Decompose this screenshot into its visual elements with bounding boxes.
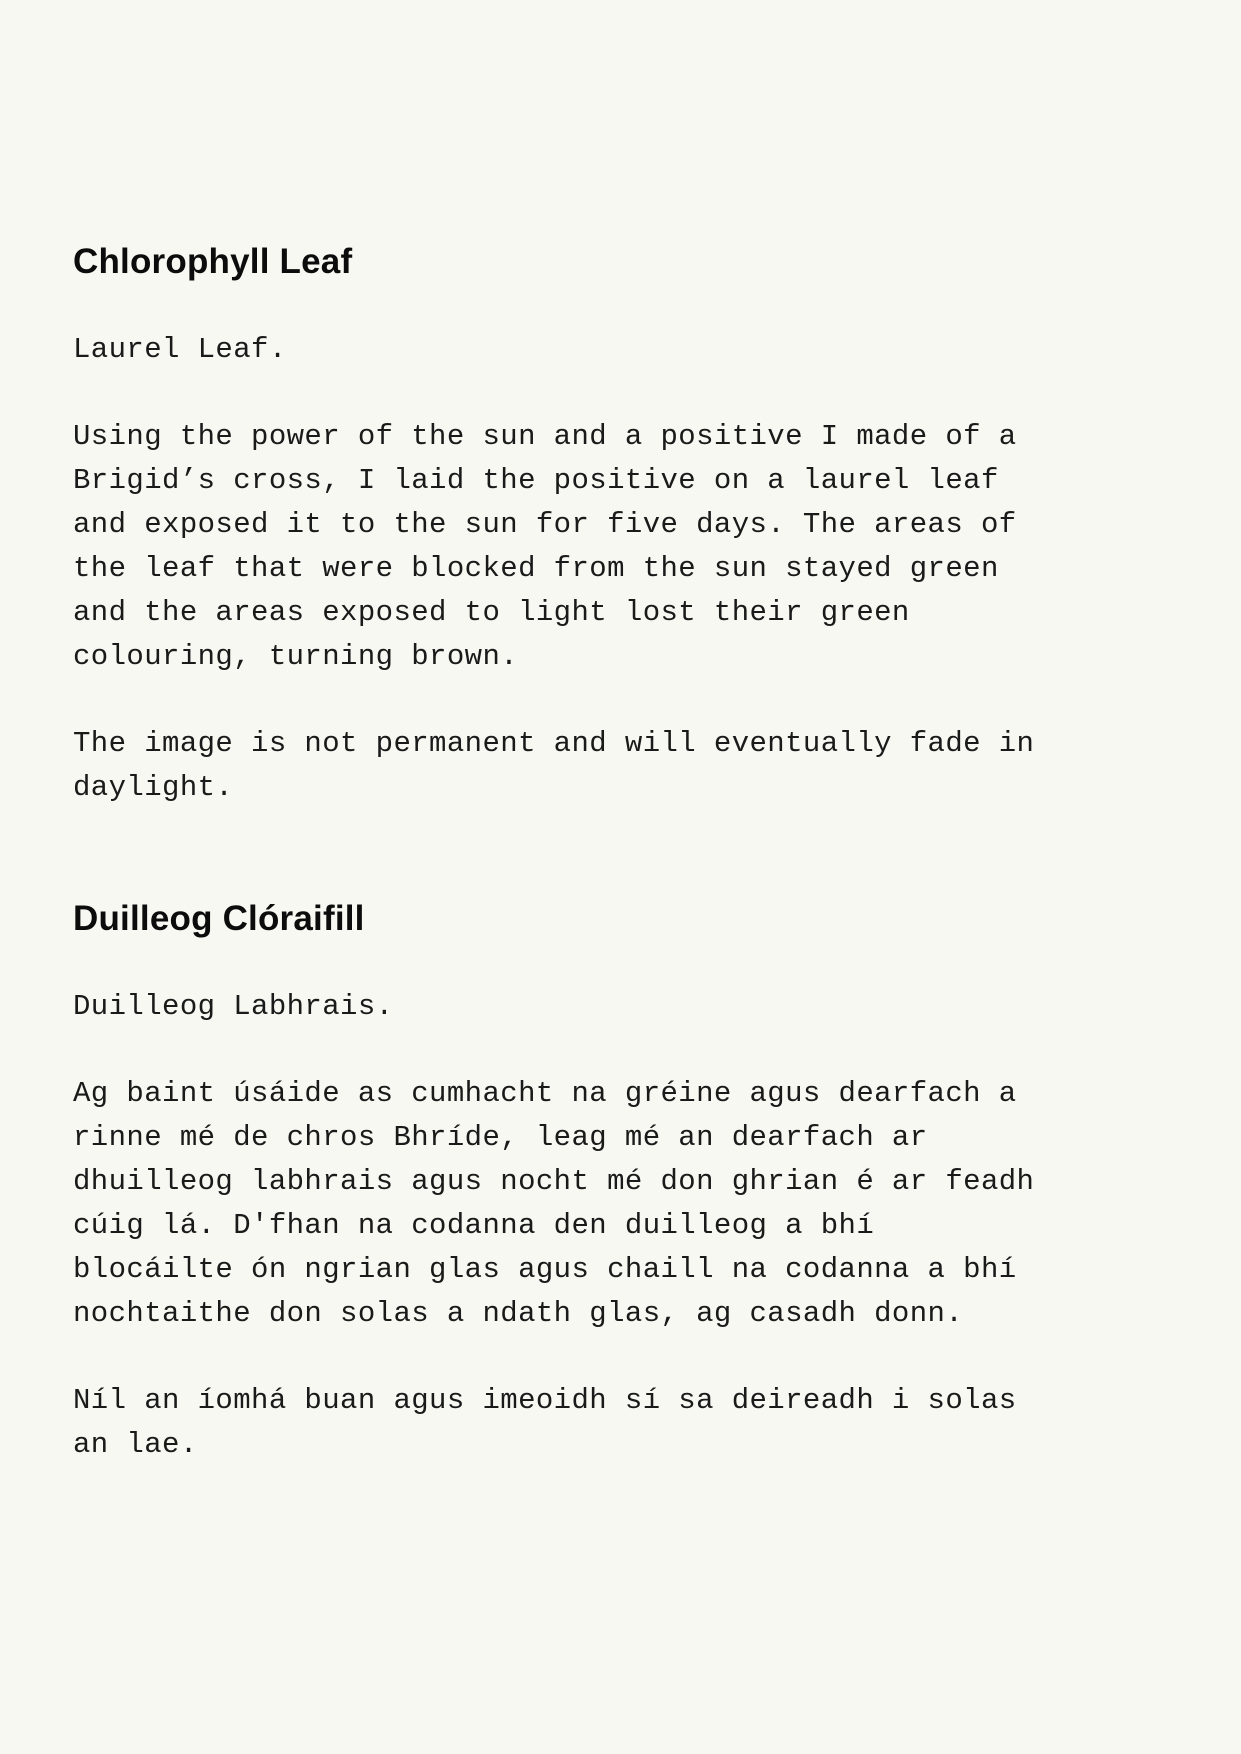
section-subtitle: Laurel Leaf.: [73, 333, 287, 366]
note-line: daylight.: [73, 771, 234, 804]
note-line: an lae.: [73, 1428, 198, 1461]
section-english: [73, 240, 1183, 810]
note-paragraph: [73, 722, 1183, 810]
body-line: Using the power of the sun and a positive I made of a: [73, 420, 1017, 453]
section-title: Duilleog Clóraifill: [73, 899, 365, 938]
body-line: blocáilte ón ngrian glas agus chaill na codanna a bhí: [73, 1253, 1017, 1286]
document-page: [73, 240, 1183, 1467]
body-line: Brigid’s cross, I laid the positive on a laurel leaf: [73, 464, 999, 497]
section-irish: [73, 897, 1183, 1467]
body-line: dhuilleog labhrais agus nocht mé don ghrian é ar feadh: [73, 1165, 1035, 1198]
body-paragraph: [73, 415, 1183, 679]
body-line: the leaf that were blocked from the sun stayed green: [73, 552, 999, 585]
body-line: Ag baint úsáide as cumhacht na gréine agus dearfach a: [73, 1077, 1017, 1110]
body-line: nochtaithe don solas a ndath glas, ag casadh donn.: [73, 1297, 964, 1330]
body-line: rinne mé de chros Bhríde, leag mé an dearfach ar: [73, 1121, 928, 1154]
note-line: The image is not permanent and will eventually fade in: [73, 727, 1035, 760]
note-paragraph: [73, 1379, 1183, 1467]
body-line: and exposed it to the sun for five days. The areas of: [73, 508, 1017, 541]
section-title: Chlorophyll Leaf: [73, 242, 353, 281]
section-subtitle: Duilleog Labhrais.: [73, 990, 394, 1023]
body-line: colouring, turning brown.: [73, 640, 519, 673]
body-paragraph: [73, 1072, 1183, 1336]
note-line: Níl an íomhá buan agus imeoidh sí sa deireadh i solas: [73, 1384, 1017, 1417]
body-line: cúig lá. D'fhan na codanna den duilleog a bhí: [73, 1209, 875, 1242]
body-line: and the areas exposed to light lost their green: [73, 596, 910, 629]
